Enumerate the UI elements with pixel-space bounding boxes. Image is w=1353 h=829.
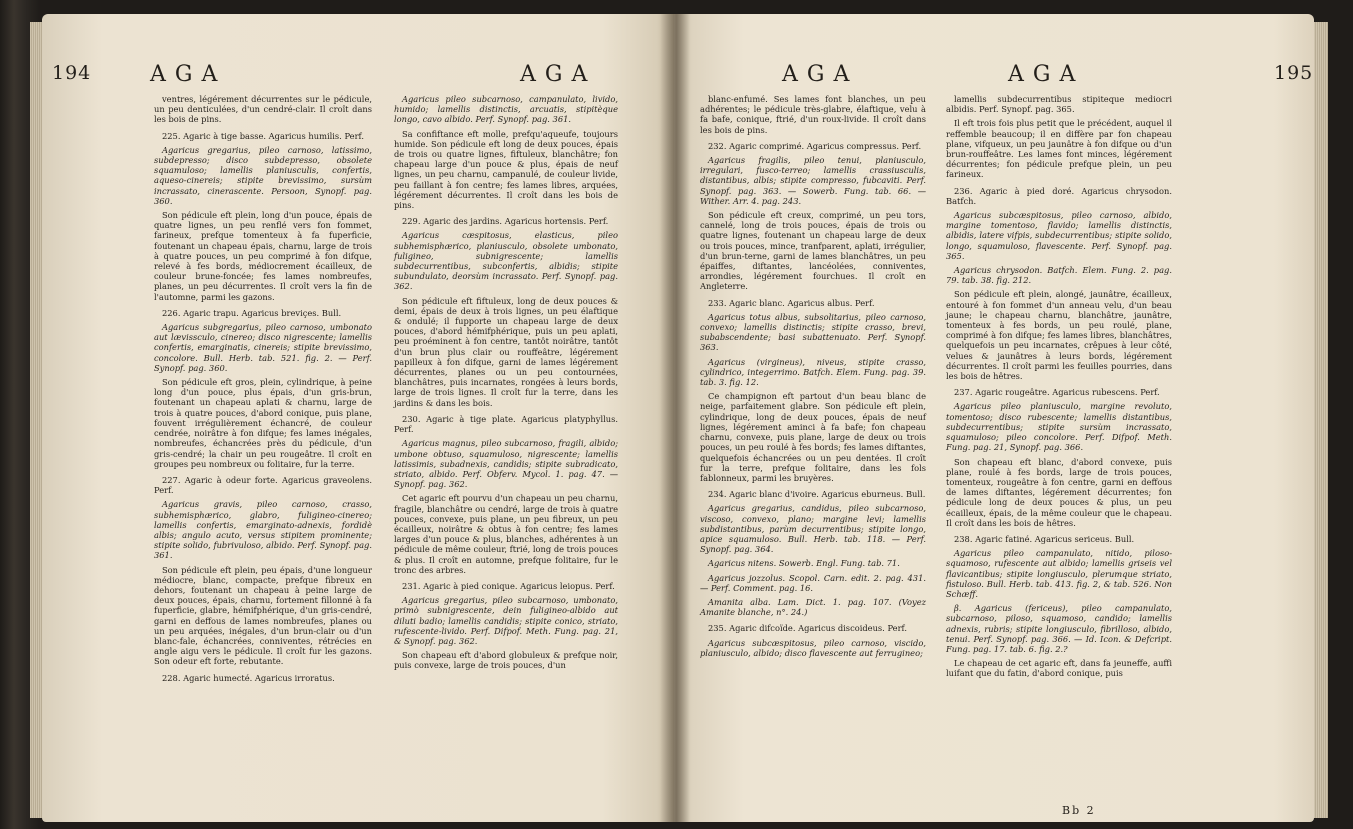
entry-paragraph: Son pédicule eft creux, comprimé, un peu tors, cannelé, long de trois pouces, épais de trois ou quatre lignes, foutenant un chapeau large de deux ou trois pouces, mince, tranfparent, aplati, irrégulier, d'un brun-terne, garni de lames blanchâtres, un peu épaiffes, diftantes, lancéolées, conniventes, arrondies, légérement fourchues. Il croît en Angleterre.	[700, 210, 926, 292]
entry-paragraph: Agaricus gregarius, pileo carnoso, latissimo, subdepresso; disco subdepresso, obsolete squamuloso; lamellis planiusculis, confertis, aqueso-cinereis; stipite brevissimo, sursùm incrassato, cinerascente. Persoon, Synopf. pag. 360.	[154, 144, 372, 206]
entry-paragraph: Son chapeau eft d'abord globuleux & prefque noir, puis convexe, large de trois pouces, d'un	[394, 650, 618, 671]
right-column-2	[946, 94, 1172, 685]
entry	[946, 534, 1172, 679]
entry-heading-paragraph: 236. Agaric à pied doré. Agaricus chrysodon. Batfch.	[946, 185, 1172, 206]
entry-paragraph: Agaricus cæspitosus, elasticus, pileo subhemisphærico, planiusculo, obsolete umbonato, fuligineo, subnigrescente; lamellis subdecurrentibus, subconfertis, albidis; stipite subundulato, deorsùm incrassato. Perf. Synopf. pag. 362.	[394, 230, 618, 292]
left-column-1	[154, 94, 372, 689]
entry-paragraph: Son pédicule eft plein, long d'un pouce, épais de quatre lignes, un peu renflé vers fon fommet, farineux, prefque tomenteux à fa fuperficie, foutenant un chapeau épais, charnu, large de trois à quatre pouces, un peu comprimé à fon difque, relevé à fes bords, médiocrement écailleux, de couleur brune-foncée; fes lames nombreufes, planes, un peu décurrentes. Il croît vers la fin de l'automne, parmi les gazons.	[154, 210, 372, 302]
entry-paragraph: Agaricus subcæspitosus, pileo carnoso, albido, margine tomentoso, flavido; lamellis distinctis, albidis, latere vifpis, subdecurrentibus; stipite solido, longo, squamuloso, flavescente. Perf. Synopf. pag. 365.	[946, 210, 1172, 261]
entry	[394, 414, 618, 575]
entry-heading-paragraph: 234. Agaric blanc d'ivoire. Agaricus eburneus. Bull.	[708, 489, 926, 500]
entry-paragraph: Agaricus subcæspitosus, pileo carnoso, viscido, planiusculo, albido; disco flavescente aut ferrugineo;	[700, 637, 926, 658]
entry	[394, 94, 618, 210]
entry	[700, 298, 926, 483]
left-running-head-1: AGA	[150, 62, 227, 87]
entry-heading-paragraph: 237. Agaric rougeâtre. Agaricus rubescens. Perf.	[954, 387, 1160, 398]
entry	[154, 131, 372, 302]
entry-paragraph: Amanita alba. Lam. Dict. 1. pag. 107. (Voyez Amanite blanche, n°. 24.)	[700, 596, 926, 618]
entry	[154, 673, 372, 683]
entry-heading-paragraph: 230. Agaric à tige plate. Agaricus platyphyllus. Perf.	[394, 413, 618, 435]
entry-heading-paragraph: 238. Agaric fatiné. Agaricus sericeus. Bull.	[954, 533, 1135, 544]
entry-heading-paragraph: 229. Agaric des jardins. Agaricus hortensis. Perf.	[402, 216, 609, 227]
entry	[154, 94, 372, 125]
entry-heading-paragraph: lamellis subdecurrentibus stipiteque mediocri albidis. Perf. Synopf. pag. 365.	[946, 94, 1172, 115]
right-page-header	[674, 62, 1314, 92]
entry	[154, 308, 372, 469]
entry	[394, 581, 618, 671]
entry-heading-paragraph: 233. Agaric blanc. Agaricus albus. Perf.	[708, 297, 875, 308]
entry-paragraph: Agaricus totus albus, subsolitarius, pileo carnoso, convexo; lamellis distinctis; stipite crasso, brevi, subabscendente; basi subattenuato. Perf. Synopf. 363.	[700, 311, 926, 353]
signature-mark: Bb 2	[1062, 804, 1096, 817]
entry-paragraph: Agaricus pileo planiusculo, margine revoluto, tomentoso; disco rubescente; lamellis distantibus, subdecurrentibus; stipite sursùm incrassato, squamuloso; pileo concolore. Perf. Difpof. Meth. Fung. pag. 21, Synopf. pag. 366.	[946, 401, 1172, 453]
entry-heading-paragraph: blanc-enfumé. Ses lames font blanches, un peu adhérentes; le pédicule très-glabre, élaftique, velu à fa bafe, conique, ftrié, d'un roux-livide. Il croît dans les bois de pins.	[700, 94, 926, 135]
entry-paragraph: Cet agaric eft pourvu d'un chapeau un peu charnu, fragile, blanchâtre ou cendré, large de trois à quatre pouces, convexe, puis plane, un peu fibreux, un peu écailleux, noirâtre & obtus à fon centre; fes lames larges d'un pouce & plus, blanches, adhérentes à un pédicule de même couleur, ftrié, long de trois pouces & plus. Il croît en automne, prefque folitaire, fur le tronc des arbres.	[394, 493, 618, 575]
entry	[946, 186, 1172, 382]
entry	[394, 216, 618, 408]
entry	[700, 94, 926, 135]
left-page-number: 194	[52, 62, 92, 84]
entry-paragraph: Son chapeau eft blanc, d'abord convexe, puis plane, roulé à fes bords, large de trois pouces, tomenteux, rougeâtre à fon centre, garni en deffous de lames diftantes, légérement décurrentes; fon pédicule long de deux pouces & plus, un peu écailleux, épais, de la même couleur que le chapeau. Il croît dans les bois de hêtres.	[946, 456, 1172, 528]
entry-paragraph: Son pédicule eft fiftuleux, long de deux pouces & demi, épais de deux à trois lignes, un peu élaftique & ondulé; il fupporte un chapeau large de deux pouces, d'abord hémifphérique, puis un peu aplati, peu proéminent à fon centre, tantôt noirâtre, tantôt d'un brun plus clair ou rouffeâtre, légérement papilleux à fon difque, garni de lames légérement décurrentes, planes ou un peu contournées, blanchâtres, puis incarnates, rongées à leurs bords, large de trois lignes. Il croît fur la terre, dans les jardins & dans les bois.	[394, 295, 618, 408]
right-running-head-1: AGA	[782, 62, 859, 87]
entry-paragraph: Le chapeau de cet agaric eft, dans fa jeuneffe, auffi luifant que du fatin, d'abord conique, puis	[946, 658, 1172, 679]
right-page	[674, 14, 1314, 822]
entry-heading-paragraph: 235. Agaric difcoïde. Agaricus discoideus. Perf.	[708, 623, 907, 634]
entry-paragraph: Agaricus nitens. Sowerb. Engl. Fung. tab. 71.	[708, 558, 900, 569]
entry-heading-paragraph: 227. Agaric à odeur forte. Agaricus graveolens. Perf.	[154, 474, 372, 496]
entry-heading-paragraph: 231. Agaric à pied conique. Agaricus leiopus. Perf.	[402, 580, 615, 591]
entry	[946, 387, 1172, 528]
entry-paragraph: Son pédicule eft gros, plein, cylindrique, à peine long d'un pouce, plus épais, d'un gris-brun, foutenant un chapeau aplati & charnu, large de trois à quatre pouces, d'abord conique, puis plane, fouvent irrégulièrement échancré, de couleur cendrée, noirâtre à fon difque; fes lames inégales, nombreufes, échancrées près du pédicule, d'un gris-cendré; la chair un peu rougeâtre. Il croît en groupes peu nombreux ou folitaire, fur la terre.	[154, 377, 372, 469]
entry-paragraph: Agaricus gravis, pileo carnoso, crasso, subhemisphærico, glabro, fuligineo-cinereo; lamellis confertis, emarginato-adnexis, fordidè albis; angulo acuto, versus stipitem prominente; stipite solido, fubrivuloso, albido. Perf. Synopf. pag. 361.	[154, 499, 372, 561]
entry-paragraph: Son pédicule eft plein, alongé, jaunâtre, écailleux, entouré à fon fommet d'un anneau velu, d'un beau jaune; le chapeau charnu, blanchâtre, jaunâtre, tomenteux à fes bords, un peu roulé, plane, comprimé à fon difque; fes lames libres, blanchâtres, quelquefois un peu incarnates, crêpues à leur côté, velues & jaunâtres à leurs bords, légérement décurrentes. Il croît parmi les feuilles pourries, dans les bois de hêtres.	[946, 289, 1172, 382]
entry-paragraph: Agaricus chrysodon. Batfch. Elem. Fung. 2. pag. 79. tab. 38. fig. 212.	[946, 265, 1172, 286]
right-running-head-2: AGA	[1008, 62, 1085, 87]
entry-heading-paragraph: 228. Agaric humecté. Agaricus irroratus.	[162, 672, 335, 683]
entry-paragraph: Agaricus subgregarius, pileo carnoso, umbonato aut lævissculo, cinereo; disco nigrescente; lamellis confertis, emarginatis, cinereis; stipite brevissimo, concolore. Bull. Herb. tab. 521. fig. 2. — Perf. Synopf. pag. 360.	[154, 322, 372, 373]
entry-heading-paragraph: ventres, légérement décurrentes sur le pédicule, un peu denticulées, d'un cendré-clair. Il croît dans les bois de pins.	[154, 94, 372, 125]
entry-paragraph: Ce champignon eft partout d'un beau blanc de neige, parfaitement glabre. Son pédicule eft plein, cylindrique, long de deux pouces, épais de neuf lignes, légérement aminci à fa bafe; fon chapeau charnu, convexe, puis plane, large de deux ou trois pouces, un peu roulé à fes bords; fes lames diftantes, quelquefois échancrées ou un peu dentées. Il croît fur la terre, prefque folitaire, dans les fols fablonneux, parmi les bruyères.	[700, 391, 926, 483]
entry-paragraph: Son pédicule eft plein, peu épais, d'une longueur médiocre, blanc, compacte, prefque fibreux en dehors, foutenant un chapeau à peine large de deux pouces, épais, charnu, fortement fillonné à fa fuperficie, glabre, hémifphérique, d'un gris-cendré, garni en deffous de lames nombreufes, planes ou un peu arquées, inégales, d'un brun-clair ou d'un blanc-fale, échancrées, conniventes, rétrécies en angle aigu vers le pédicule. Il croît fur les gazons. Son odeur eft forte, rebutante.	[154, 564, 372, 667]
entry	[154, 475, 372, 667]
entry-paragraph: Agaricus magnus, pileo subcarnoso, fragili, albido; umbone obtuso, squamuloso, nigrescente; lamellis latissimis, subadnexis, candidis; stipite subradicato, striato, albido. Perf. Obferv. Mycol. 1. pag. 47. — Synopf. pag. 362.	[394, 438, 618, 490]
entry	[946, 94, 1172, 180]
entry-paragraph: Sa confiftance eft molle, prefqu'aqueufe, toujours humide. Son pédicule eft long de deux pouces, épais de trois ou quatre lignes, fiftuleux, blanchâtre; fon chapeau large d'un pouce & plus, épais de neuf lignes, un peu charnu, campanulé, de couleur livide, peu faillant à fon centre; fes lames libres, arquées, légérement décurrentes. Il croît dans les bois de pins.	[394, 128, 618, 211]
entry	[700, 489, 926, 617]
entry-paragraph: Agaricus (virgineus), niveus, stipite crasso, cylindrico, integerrimo. Batfch. Elem. Fung. pag. 39. tab. 3. fig. 12.	[700, 356, 926, 388]
entry-paragraph: Il eft trois fois plus petit que le précédent, auquel il reffemble beaucoup; il en diffère par fon chapeau plane, vifqueux, un peu jaunâtre à fon difque ou d'un brun-rouffeâtre. Les lames font minces, légérement décurrentes; fon pédicule prefque plein, un peu farineux.	[946, 118, 1172, 180]
right-page-number: 195	[1274, 62, 1314, 84]
entry-paragraph: Agaricus jozzolus. Scopol. Carn. edit. 2. pag. 431. — Perf. Comment. pag. 16.	[700, 572, 926, 593]
left-page-header	[42, 62, 674, 92]
entry-paragraph: Agaricus gregarius, candidus, pileo subcarnoso, viscoso, convexo, plano; margine levi; lamellis subdistantibus, parùm decurrentibus; stipite longo, apice squamuloso. Bull. Herb. tab. 118. — Perf. Synopf. pag. 364.	[700, 503, 926, 555]
entry-paragraph: Agaricus pileo campanulato, nitido, piloso-squamoso, rufescente aut albido; lamellis griseis vel flavicantibus; stipite longiusculo, plerumque striato, fistuloso. Bull. Herb. tab. 413. fig. 2, & tab. 526. Non Schæff.	[946, 548, 1172, 599]
left-running-head-2: AGA	[520, 62, 597, 87]
right-page-edges	[1314, 22, 1328, 818]
entry-heading-paragraph: 232. Agaric comprimé. Agaricus compressus. Perf.	[708, 140, 922, 151]
entry-heading-paragraph: Agaricus pileo subcarnoso, campanulato, livido, humido; lamellis distinctis, arcuatis, stipitèque longo, cavo albido. Perf. Synopf. pag. 361.	[394, 94, 618, 125]
entry-paragraph: Agaricus gregarius, pileo subcarnoso, umbonato, primò subnigrescente, dein fuligineo-albido aut diluti badio; lamellis candidis; stipite conico, striato, rufescente-livido. Perf. Difpof. Meth. Fung. pag. 21, & Synopf. pag. 362.	[394, 595, 618, 646]
right-column-1	[700, 94, 926, 664]
entry-paragraph: β. Agaricus (fericeus), pileo campanulato, subcarnoso, piloso, squamoso, candido; lamellis adnexis, rubris; stipite longiusculo, fibrilloso, albido, tenui. Perf. Synopf. pag. 366. — Id. Icon. & Defcript. Fung. pag. 17. tab. 6. fig. 2.?	[946, 603, 1172, 654]
left-column-2	[394, 94, 618, 677]
entry-heading-paragraph: 226. Agaric trapu. Agaricus breviçes. Bull.	[162, 307, 342, 318]
left-page	[42, 14, 674, 822]
entry-heading-paragraph: 225. Agaric à tige basse. Agaricus humilis. Perf.	[162, 130, 364, 141]
entry	[700, 623, 926, 658]
entry	[700, 141, 926, 292]
entry-paragraph: Agaricus fragilis, pileo tenui, planiusculo, irregulari, fusco-terreo; lamellis crassiusculis, distantibus, albis; stipite compresso, fubcaviti. Perf. Synopf. pag. 363. — Sowerb. Fung. tab. 66. — Wither. Arr. 4. pag. 243.	[700, 155, 926, 206]
